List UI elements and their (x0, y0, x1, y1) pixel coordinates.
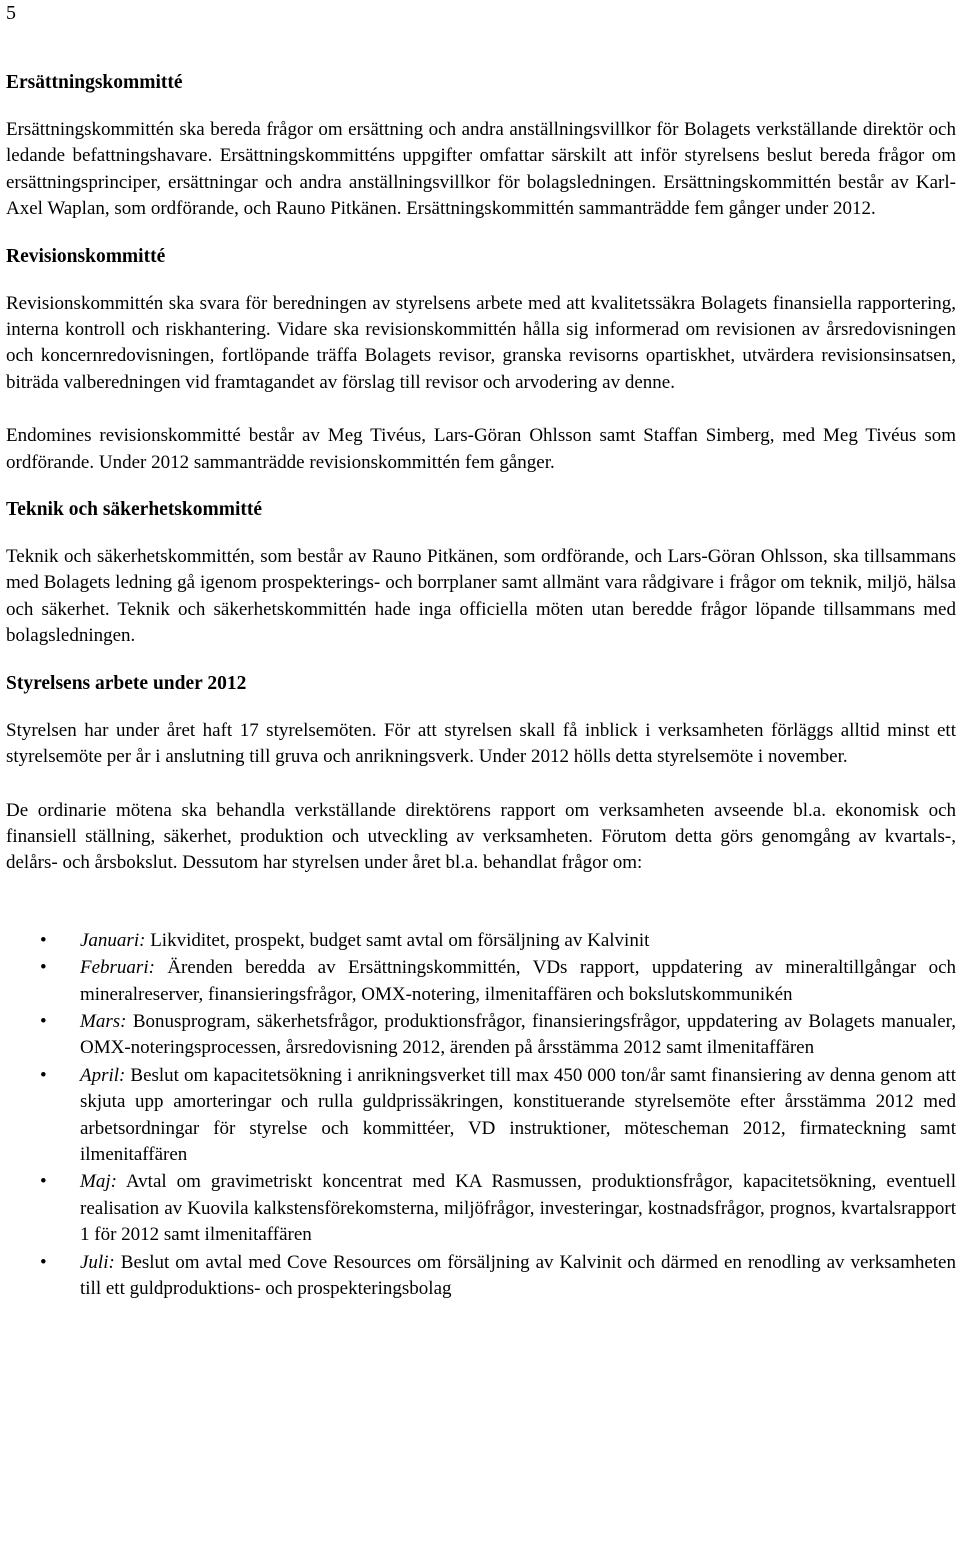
meeting-topics-list (6, 928, 956, 1303)
section-heading-remuneration: Ersättningskommitté (6, 72, 183, 93)
list-item (6, 1009, 956, 1062)
list-item (6, 928, 956, 954)
list-item (6, 1063, 956, 1169)
page-number: 5 (6, 2, 16, 24)
section-heading-technical: Teknik och säkerhetskommitté (6, 499, 263, 521)
paragraph: Styrelsen har under året haft 17 styrelsemöten. För att styrelsen skall få inblick i verksamheten förläggs alltid minst ett styrelsemöte per år i anslutning till gruva och anrikningsverk. Under 2012 hölls detta styrelsemöte i november. (6, 719, 956, 768)
paragraph: Revisionskommittén ska svara för beredningen av styrelsens arbete med att kvalitetssäkra Bolagets finansiella rapportering, interna kontroll och riskhantering. Vidare ska revisionskommittén hålla sig informerad om revisionen av årsredovisningen och koncernredovisningen, fortlöpande träffa Bolagets revisor, granska revisorns opartiskhet, utvärdera revisionsinsatsen, biträda valberedningen vid framtagandet av förslag till revisor och arvodering av denne. (6, 292, 956, 393)
list-item-text: Bonusprogram, säkerhetsfrågor, produktionsfrågor, finansieringsfrågor, uppdatering av Bolagets manualer, OMX-noteringsprocessen, årsredovisning 2012, ärenden på årsstämma 2012 samt ilmenitaffären (80, 1010, 956, 1059)
paragraph: De ordinarie mötena ska behandla verkställande direktörens rapport om verksamheten avseende bl.a. ekonomisk och finansiell ställning, säkerhet, produktion och utveckling av verksamheten. Förutom detta görs genomgång av kvartals-, delårs- och årsbokslut. Dessutom har styrelsen under året bl.a. behandlat frågor om: (6, 799, 956, 874)
bullet-icon: • (40, 1171, 47, 1193)
list-item-text: Ärenden beredda av Ersättningskommittén, VDs rapport, uppdatering av mineraltillgångar och mineralreserver, finansieringsfrågor, OMX-notering, ilmenitaffären och bokslutskommunikén (80, 957, 956, 1005)
bullet-icon: • (40, 1064, 47, 1086)
paragraph: Ersättningskommittén ska bereda frågor om ersättning och andra anställningsvillkor för Bolagets verkställande direktör och ledande befattningshavare. Ersättningskommitténs uppgifter omfattar särskilt att inför styrelsens beslut bereda frågor om ersättningsprinciper, ersättningar och andra anställningsvillkor för bolagsledningen. Ersättningskommittén består av Karl-Axel Waplan, som ordförande, och Rauno Pitkänen. Ersättningskommittén sammanträdde fem gånger under 2012. (6, 119, 956, 220)
month-label: Februari: (80, 957, 155, 979)
month-label: April: (80, 1064, 126, 1086)
list-item (6, 1250, 956, 1303)
paragraph: Endomines revisionskommitté består av Meg Tivéus, Lars-Göran Ohlsson samt Staffan Simberg, med Meg Tivéus som ordförande. Under 2012 sammanträdde revisionskommittén fem gånger. (6, 425, 956, 473)
month-label: Juli: (80, 1251, 115, 1273)
bullet-icon: • (40, 929, 47, 951)
list-item-text: Beslut om kapacitetsökning i anrikningsverket till max 450 000 ton/år samt finansiering av denna genom att skjuta upp amorteringar och rulla guldprissäkringen, konstituerande styrelsemöte efter årsstämma 2012 med arbetsordningar för styrelse och kommittéer, VD instruktioner, mötescheman 2012, firmateckning samt ilmenitaffären (80, 1064, 956, 1165)
list-item-text: Likviditet, prospekt, budget samt avtal om försäljning av Kalvinit (145, 929, 650, 951)
document-body (6, 70, 956, 1303)
bullet-icon: • (40, 1251, 47, 1273)
bullet-icon: • (40, 957, 47, 979)
list-item (6, 1169, 956, 1248)
paragraph: Teknik och säkerhetskommittén, som består av Rauno Pitkänen, som ordförande, och Lars-Göran Ohlsson, ska tillsammans med Bolagets ledning gå igenom prospekterings- och borrplaner samt allmänt vara rådgivare i frågor om teknik, miljö, hälsa och säkerhet. Teknik och säkerhetskommittén hade inga officiella möten utan beredde frågor löpande tillsammans med bolagsledningen. (6, 546, 956, 647)
month-label: Maj: (80, 1171, 117, 1193)
list-item (6, 955, 956, 1008)
section-heading-audit: Revisionskommitté (6, 245, 166, 267)
section-heading-board-work: Styrelsens arbete under 2012 (6, 672, 247, 694)
month-label: Mars: (80, 1010, 127, 1032)
bullet-icon: • (40, 1010, 47, 1032)
list-item-text: Beslut om avtal med Cove Resources om försäljning av Kalvinit och därmed en renodling av verksamheten till ett guldproduktions- och prospekteringsbolag (80, 1251, 956, 1299)
month-label: Januari: (80, 929, 146, 951)
list-item-text: Avtal om gravimetriskt koncentrat med KA Rasmussen, produktionsfrågor, kapacitetsökning, eventuell realisation av Kuovila kalkstensförekomsterna, miljöfrågor, investeringar, kostnadsfrågor, prognos, kvartalsrapport 1 för 2012 samt ilmenitaffären (80, 1171, 956, 1246)
